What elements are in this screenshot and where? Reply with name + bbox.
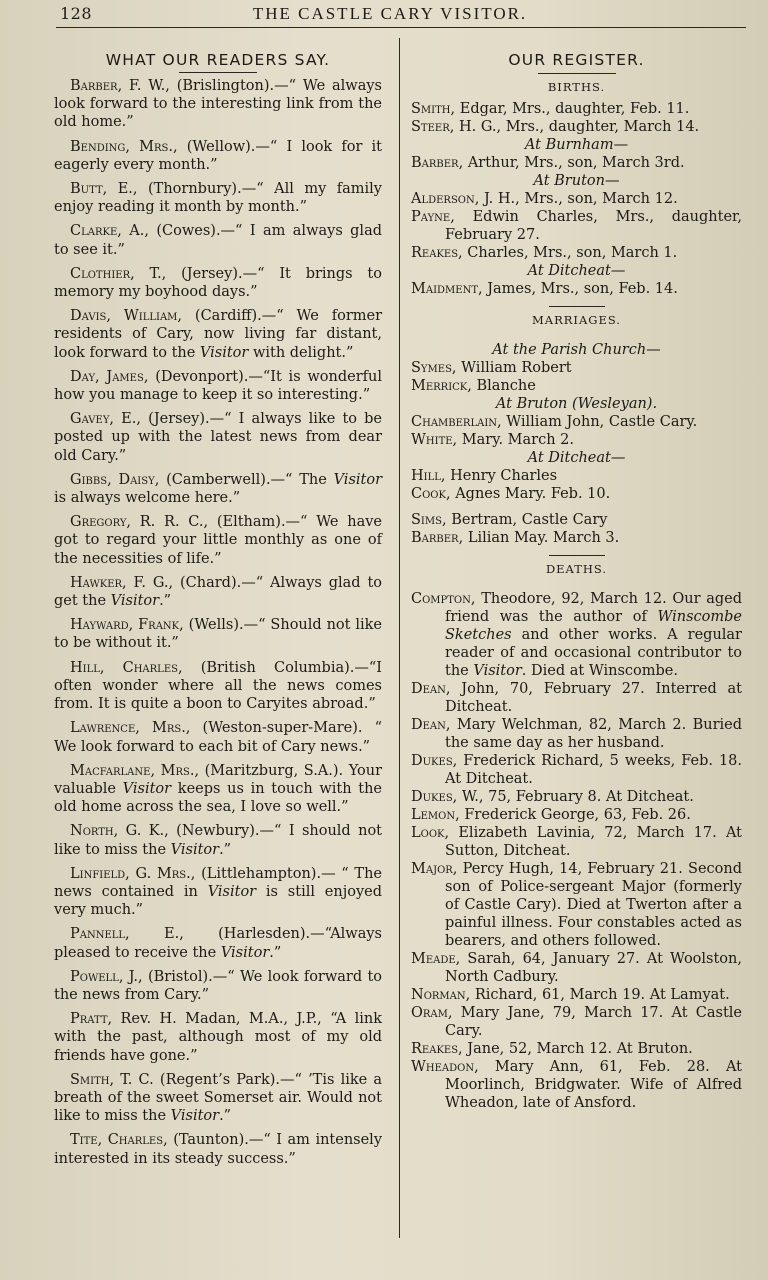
- reader-quote: (Wells).—“ Should not like to be without it.”: [54, 617, 383, 652]
- register-detail: Edgar, Mrs., daughter, Feb. 11.: [459, 101, 690, 117]
- register-detail: W., 75, February 8. At Ditcheat.: [461, 789, 694, 805]
- register-name: Lemon,: [411, 807, 460, 823]
- reader-name: Tite, Charles,: [70, 1132, 168, 1149]
- register-column: [411, 46, 742, 1112]
- reader-quote-italic: Visitor: [220, 944, 270, 961]
- reader-name: Powell, J.,: [70, 968, 143, 985]
- reader-entry: [54, 616, 382, 652]
- readers-title-rule: [179, 72, 257, 73]
- reader-quote: (Littlehampton).— “ The news contained in: [54, 865, 383, 900]
- running-title: THE CASTLE CARY VISITOR.: [252, 4, 528, 23]
- register-detail: Theodore, 92, March 12. Our aged friend was the author of: [445, 591, 743, 625]
- register-name: Compton,: [411, 591, 476, 607]
- reader-entry: [54, 1071, 382, 1126]
- register-detail: J. H., Mrs., son, March 12.: [483, 191, 678, 207]
- reader-name: Hill, Charles,: [70, 659, 183, 676]
- death-entry: [411, 950, 742, 986]
- register-detail: Lilian May. March 3.: [467, 530, 620, 546]
- register-name: Look,: [411, 825, 450, 841]
- reader-quote-italic: Visitor: [122, 780, 172, 797]
- reader-entry: [54, 138, 382, 174]
- register-name: Reakes,: [411, 1041, 463, 1057]
- reader-entry: [54, 307, 382, 362]
- location-heading: At Bruton—: [533, 173, 620, 189]
- register-detail: Mary Ann, 61, Feb. 28. At Moorlinch, Bridgwater. Wife of Alfred Wheadon, late of Ansford.: [445, 1059, 743, 1111]
- register-detail: Mary. March 2.: [461, 432, 574, 448]
- birth-entry: [411, 118, 742, 136]
- register-detail: H. G., Mrs., daughter, March 14.: [458, 119, 700, 135]
- reader-name: Gregory, R. R. C.,: [70, 514, 209, 531]
- register-detail: Richard, 61, March 19. At Lamyat.: [474, 987, 730, 1003]
- death-entry: [411, 986, 742, 1004]
- reader-quote: (Thornbury).—“ All my family enjoy reading it month by month.”: [54, 181, 382, 216]
- reader-name: Butt, E.,: [70, 181, 138, 198]
- reader-name: Smith, T. C.: [70, 1071, 154, 1088]
- reader-name: Clothier, T.,: [70, 265, 167, 282]
- register-detail: Sarah, 64, January 27. At Woolston, North Cadbury.: [445, 951, 742, 985]
- reader-quote: (Cowes).—“ I am always glad to see it.”: [54, 223, 383, 258]
- birth-entry: [411, 280, 742, 298]
- death-entry: [411, 680, 742, 716]
- reader-name: Pratt,: [70, 1011, 113, 1028]
- reader-quote: (Weston-super-Mare). “ We look forward to each bit of Cary news.”: [54, 720, 382, 755]
- death-entry: [411, 860, 742, 950]
- register-detail: Blanche: [476, 378, 536, 394]
- reader-entry: [54, 180, 382, 216]
- reader-name: Hawker, F. G.,: [70, 574, 174, 591]
- reader-quote: (Brislington).—“ We always look forward to the interesting link from the old home.”: [54, 78, 382, 131]
- reader-entry: [54, 513, 382, 568]
- register-italic: Visitor: [473, 663, 522, 679]
- register-name: Sims,: [411, 512, 447, 528]
- readers-column: [54, 46, 382, 1174]
- register-name: Oram,: [411, 1005, 453, 1021]
- register-detail: Mary Jane, 79, March 17. At Castle Cary.: [445, 1005, 742, 1039]
- birth-entry: [411, 100, 742, 118]
- reader-quote: (Devonport).—“It is wonderful how you manage to keep it so interesting.”: [54, 368, 383, 404]
- register-detail: Bertram, Castle Cary: [451, 512, 608, 528]
- register-detail: Arthur, Mrs., son, March 3rd.: [467, 155, 685, 171]
- death-entry: [411, 824, 742, 860]
- birth-entry: [411, 208, 742, 244]
- reader-quote-end: keeps us in touch with the old home across the sea, I love so well.”: [54, 780, 383, 816]
- reader-name: Pannell, E.,: [70, 926, 184, 943]
- register-detail: Edwin Charles, Mrs., daughter, February 27.: [445, 209, 742, 243]
- marriage-entry: [411, 359, 742, 377]
- register-name: Barber,: [411, 530, 464, 546]
- marriage-entry: [411, 413, 742, 431]
- location-heading: At Ditcheat—: [527, 450, 626, 466]
- register-name: Steer,: [411, 119, 455, 135]
- reader-name: Linfield, G. Mrs.,: [70, 865, 196, 882]
- page-number: 128: [60, 4, 93, 23]
- register-name: Wheadon,: [411, 1059, 479, 1075]
- marriages-list: [411, 341, 742, 547]
- reader-entry: [54, 265, 382, 301]
- marriages-rule: [549, 555, 605, 556]
- reader-name: Hayward, Frank,: [70, 617, 184, 634]
- register-detail: Frederick Richard, 5 weeks, Feb. 18. At Ditcheat.: [445, 753, 743, 787]
- deaths-heading: DEATHS.: [545, 562, 608, 576]
- marriage-entry: [411, 467, 742, 485]
- death-entry: [411, 716, 742, 752]
- register-name: Norman,: [411, 987, 471, 1003]
- reader-entry: [54, 822, 382, 858]
- register-italic: Winscombe Sketches: [445, 609, 742, 643]
- marriage-entry: [411, 431, 742, 449]
- reader-entry: [54, 968, 382, 1004]
- reader-entry: [54, 1010, 382, 1065]
- reader-name: Davis, William,: [70, 308, 183, 325]
- reader-entry: [54, 574, 382, 610]
- reader-entry: [54, 368, 382, 404]
- reader-entry: [54, 77, 382, 132]
- births-list: [411, 100, 742, 298]
- reader-entry: [54, 762, 382, 817]
- reader-name: Day, James,: [70, 368, 149, 385]
- death-entry: [411, 806, 742, 824]
- reader-quote-end: .”: [219, 841, 232, 858]
- reader-entry: [54, 1131, 382, 1167]
- reader-quote: (Maritzburg, S.A.). Your valuable: [54, 762, 383, 797]
- reader-quote-end: .”: [159, 593, 172, 610]
- death-entry: [411, 1040, 742, 1058]
- reader-entry: [54, 222, 382, 258]
- reader-quote-italic: Visitor: [170, 1108, 220, 1125]
- death-entry: [411, 788, 742, 806]
- reader-quote: (Taunton).—“ I am intensely interested in its steady success.”: [54, 1132, 383, 1167]
- death-entry: [411, 590, 742, 680]
- birth-entry: [411, 190, 742, 208]
- register-detail: Henry Charles: [450, 468, 558, 484]
- location-heading: At Ditcheat—: [527, 263, 626, 279]
- register-detail: Frederick George, 63, Feb. 26.: [464, 807, 691, 823]
- register-name: Meade,: [411, 951, 461, 967]
- register-detail: Charles, Mrs., son, March 1.: [467, 245, 678, 261]
- reader-name: Barber, F. W.,: [70, 78, 170, 94]
- reader-quote: (Regent’s Park).—“ ’Tis like a breath of the sweet Somerset air. Would not like to miss the: [54, 1071, 383, 1125]
- reader-entry: [54, 719, 382, 755]
- register-name: Major,: [411, 861, 458, 877]
- location-heading: At the Parish Church—: [492, 342, 661, 358]
- reader-quote: (Cardiff).—“ We former residents of Cary, now living far distant, look forward to the: [54, 308, 383, 361]
- register-detail: Jane, 52, March 12. At Bruton.: [467, 1041, 693, 1057]
- marriage-entry: [411, 529, 742, 547]
- register-name: Hill,: [411, 468, 446, 484]
- reader-entry: [54, 659, 382, 714]
- register-name: Smith,: [411, 101, 456, 117]
- register-detail: William Robert: [461, 360, 572, 376]
- reader-entry: [54, 865, 382, 920]
- register-name: Symes,: [411, 360, 457, 376]
- register-detail: Agnes Mary. Feb. 10.: [455, 486, 611, 502]
- reader-name: Gibbs, Daisy,: [70, 471, 160, 488]
- reader-quote-end: .”: [219, 1108, 232, 1125]
- register-detail: James, Mrs., son, Feb. 14.: [487, 281, 678, 297]
- reader-entry: [54, 410, 382, 465]
- register-name: Maidment,: [411, 281, 483, 297]
- reader-quote: (Bristol).—“ We look forward to the news from Cary.”: [54, 968, 383, 1003]
- register-name: Dukes,: [411, 753, 458, 769]
- register-detail: John, 70, February 27. Interred at Ditcheat.: [445, 681, 742, 715]
- register-detail: Mary Welchman, 82, March 2. Buried the same day as her husband.: [445, 717, 743, 751]
- reader-entry: [54, 471, 382, 507]
- birth-entry: [411, 244, 742, 262]
- register-detail: Percy Hugh, 14, February 21. Second son of Police-sergeant Major (formerly of Castle Cary). Died at Twerton after a painful illness. Four constables acted as bearers, and others followed.: [445, 861, 743, 949]
- reader-name: Macfarlane, Mrs.,: [70, 762, 200, 779]
- reader-quote-end: is still enjoyed very much.”: [54, 883, 382, 919]
- reader-quote: (Newbury).—“ I should not like to miss the: [54, 823, 383, 858]
- reader-quote: (Wellow).—“ I look for it eagerly every month.”: [54, 138, 382, 173]
- readers-title: WHAT OUR READERS SAY.: [105, 51, 331, 69]
- spacer: [411, 503, 742, 511]
- register-detail: Elizabeth Lavinia, 72, March 17. At Sutton, Ditcheat.: [445, 825, 743, 859]
- death-entry: [411, 1058, 742, 1112]
- birth-entry: [411, 154, 742, 172]
- header-rule: [56, 27, 746, 28]
- reader-quote-italic: Visitor: [333, 471, 383, 488]
- register-name: Barber,: [411, 155, 464, 171]
- reader-quote: (Jersey).—“ It brings to memory my boyhood days.”: [54, 265, 382, 301]
- marriage-entry: [411, 377, 742, 395]
- register-detail-cont: and other works. A regular reader of and occasional contributor to the: [445, 627, 742, 679]
- location-heading: At Bruton (Wesleyan).: [495, 396, 658, 412]
- reader-name: Clarke, A.,: [70, 223, 149, 240]
- marriages-heading: MARRIAGES.: [532, 313, 621, 327]
- register-name: Merrick,: [411, 378, 472, 394]
- marriage-entry: [411, 511, 742, 529]
- reader-quote: Rev. H. Madan, M.A., J.P., “A link with the past, although most of my old friends have gone.”: [54, 1011, 383, 1064]
- reader-quote: (British Columbia).—“I often wonder where all the news comes from. It is quite a boon to Caryites abroad.”: [54, 659, 383, 713]
- reader-quote-end: .”: [269, 944, 282, 961]
- reader-entry: [54, 925, 382, 961]
- reader-name: Gavey, E.,: [70, 411, 141, 428]
- reader-name: Lawrence, Mrs.,: [70, 720, 191, 737]
- location-heading: At Burnham—: [524, 137, 629, 153]
- reader-quote: (Eltham).—“ We have got to regard your little monthly as one of the necessities of life.”: [54, 514, 382, 567]
- reader-name: North, G. K.,: [70, 823, 169, 840]
- register-name: Payne,: [411, 209, 455, 225]
- births-heading: BIRTHS.: [547, 80, 606, 94]
- register-detail: William John, Castle Cary.: [506, 414, 698, 430]
- reader-quote-italic: Visitor: [170, 841, 220, 858]
- death-entry: [411, 1004, 742, 1040]
- register-detail-end: . Died at Winscombe.: [521, 663, 678, 679]
- running-header: [40, 4, 740, 26]
- deaths-list: [411, 590, 742, 1112]
- reader-quote-italic: Visitor: [199, 344, 249, 361]
- reader-quote: (Jersey).—“ I always like to be posted up with the latest news from dear old Cary.”: [54, 411, 383, 464]
- reader-quote-italic: Visitor: [207, 883, 257, 900]
- marriage-entry: [411, 485, 742, 503]
- births-rule: [549, 306, 605, 307]
- reader-quote: (Harlesden).—“Always pleased to receive the: [54, 926, 382, 961]
- register-name: Alderson,: [411, 191, 480, 207]
- reader-quote: (Chard).—“ Always glad to get the: [54, 574, 382, 610]
- register-name: Dean,: [411, 681, 451, 697]
- register-name: Chamberlain,: [411, 414, 502, 430]
- reader-quote-end: is always welcome here.”: [54, 490, 241, 507]
- reader-quote-end: with delight.”: [248, 344, 354, 361]
- reader-quote: (Camberwell).—“ The: [166, 471, 327, 488]
- register-title: OUR REGISTER.: [508, 51, 645, 69]
- register-name: Reakes,: [411, 245, 463, 261]
- register-name: White,: [411, 432, 458, 448]
- column-divider: [399, 38, 400, 1238]
- death-entry: [411, 752, 742, 788]
- register-name: Cook,: [411, 486, 451, 502]
- readers-list: [54, 77, 382, 1168]
- reader-quote-italic: Visitor: [110, 593, 160, 610]
- reader-name: Bending, Mrs.,: [70, 138, 178, 155]
- register-name: Dean,: [411, 717, 451, 733]
- register-name: Dukes,: [411, 789, 458, 805]
- register-title-rule: [538, 73, 616, 74]
